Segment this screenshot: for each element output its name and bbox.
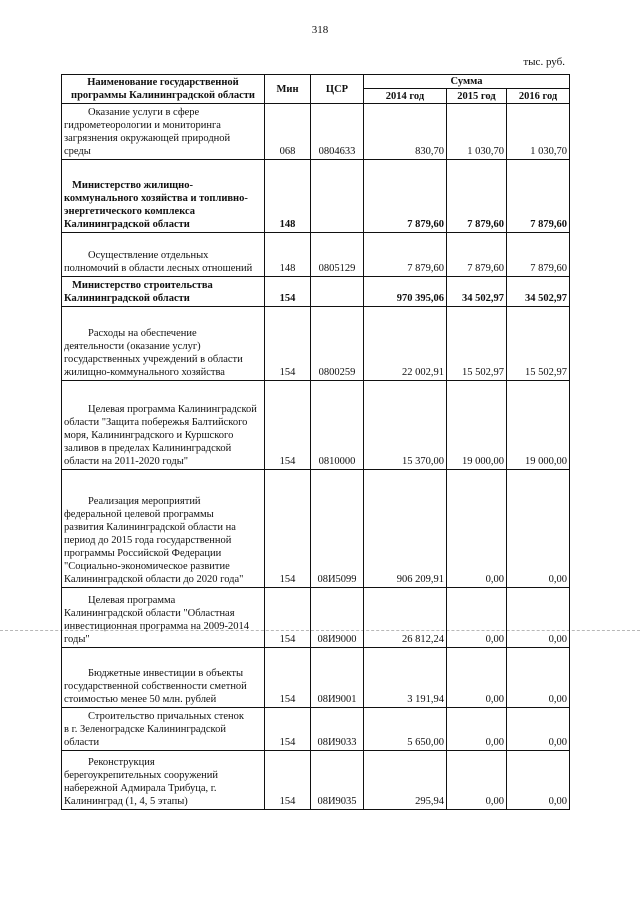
- row-csr: 0804633: [311, 104, 364, 160]
- row-value-2016: 1 030,70: [507, 104, 570, 160]
- table-row: [62, 708, 570, 751]
- row-value-2014: 906 209,91: [364, 470, 447, 588]
- row-min: 154: [265, 381, 311, 470]
- table-body: [62, 104, 570, 810]
- table-row: [62, 648, 570, 708]
- row-name: [62, 307, 265, 381]
- row-value-2015: 0,00: [447, 708, 507, 751]
- row-value-2016: 7 879,60: [507, 160, 570, 233]
- header-year-2016: 2016 год: [507, 89, 570, 104]
- row-name-line: коммунального хозяйства и топливно-: [64, 193, 248, 204]
- table-row: [62, 381, 570, 470]
- row-value-2015: 0,00: [447, 751, 507, 810]
- row-name-line: энергетического комплекса: [64, 206, 196, 217]
- row-value-2015: 7 879,60: [447, 160, 507, 233]
- row-name-line: период до 2015 года государственной: [64, 535, 232, 546]
- row-value-2014: 3 191,94: [364, 648, 447, 708]
- row-name-line: федеральной целевой программы: [64, 509, 214, 520]
- row-name-line: Реконструкция: [88, 757, 155, 768]
- row-name-line: жилищно-коммунального хозяйства: [64, 367, 225, 378]
- row-name-line: в г. Зеленоградске Калининградской: [64, 724, 226, 735]
- row-value-2014: 970 395,06: [364, 277, 447, 307]
- row-name-line: Калининград (1, 4, 5 этапы): [64, 796, 188, 807]
- row-name-line: инвестиционная программа на 2009-2014: [64, 621, 250, 632]
- row-min: 154: [265, 277, 311, 307]
- row-min: 154: [265, 307, 311, 381]
- row-name: [62, 588, 265, 648]
- row-value-2016: 15 502,97: [507, 307, 570, 381]
- row-name: [62, 277, 265, 307]
- row-name-line: области "Защита побережья Балтийского: [64, 417, 248, 428]
- header-name: Наименование государственной программы Калининградской области: [62, 75, 265, 104]
- row-min: 154: [265, 648, 311, 708]
- row-name-line: Расходы на обеспечение: [88, 328, 197, 339]
- row-name: [62, 708, 265, 751]
- row-name-line: программы Российской Федерации: [64, 548, 222, 559]
- row-name-line: Оказание услуги в сфере: [88, 107, 200, 118]
- row-name: [62, 160, 265, 233]
- row-value-2014: 22 002,91: [364, 307, 447, 381]
- header-min: Мин: [265, 75, 311, 104]
- row-name-line: Министерство жилищно-: [72, 180, 193, 191]
- header-sum: Сумма: [364, 75, 570, 89]
- row-value-2015: 0,00: [447, 588, 507, 648]
- row-name-line: государственных учреждений в области: [64, 354, 243, 365]
- row-value-2016: 7 879,60: [507, 233, 570, 277]
- row-value-2015: 0,00: [447, 648, 507, 708]
- row-name-line: заливов в пределах Калининградской: [64, 443, 232, 454]
- row-name-line: области на 2011-2020 годы": [64, 456, 189, 467]
- row-csr: 0805129: [311, 233, 364, 277]
- header-csr: ЦСР: [311, 75, 364, 104]
- row-csr: [311, 277, 364, 307]
- row-value-2016: 34 502,97: [507, 277, 570, 307]
- row-value-2016: 19 000,00: [507, 381, 570, 470]
- row-value-2016: 0,00: [507, 588, 570, 648]
- table-row: [62, 307, 570, 381]
- row-min: 148: [265, 233, 311, 277]
- row-csr: 08И9000: [311, 588, 364, 648]
- row-value-2015: 19 000,00: [447, 381, 507, 470]
- row-name-line: моря, Калининградского и Куршского: [64, 430, 234, 441]
- row-value-2015: 34 502,97: [447, 277, 507, 307]
- row-name-line: полномочий в области лесных отношений: [64, 263, 253, 274]
- row-min: 148: [265, 160, 311, 233]
- row-value-2014: 15 370,00: [364, 381, 447, 470]
- row-value-2014: 26 812,24: [364, 588, 447, 648]
- row-name-line: Калининградской области "Областная: [64, 608, 235, 619]
- table-row: [62, 104, 570, 160]
- row-value-2014: 830,70: [364, 104, 447, 160]
- row-value-2016: 0,00: [507, 751, 570, 810]
- row-name: [62, 751, 265, 810]
- row-value-2015: 1 030,70: [447, 104, 507, 160]
- table-row: [62, 751, 570, 810]
- row-name-line: области: [64, 737, 100, 748]
- row-csr: 0810000: [311, 381, 364, 470]
- row-csr: 08И5099: [311, 470, 364, 588]
- row-name: [62, 104, 265, 160]
- row-name-line: годы": [64, 634, 90, 645]
- row-name: [62, 233, 265, 277]
- row-csr: [311, 160, 364, 233]
- row-min: 068: [265, 104, 311, 160]
- row-min: 154: [265, 470, 311, 588]
- row-name-line: загрязнения окружающей природной: [64, 133, 231, 144]
- budget-table: [61, 74, 570, 810]
- row-name-line: деятельности (оказание услуг): [64, 341, 201, 352]
- table-header: [62, 75, 570, 104]
- table-row: [62, 233, 570, 277]
- row-value-2016: 0,00: [507, 470, 570, 588]
- row-name-line: Реализация мероприятий: [88, 496, 201, 507]
- row-value-2014: 7 879,60: [364, 160, 447, 233]
- row-name-line: гидрометеорологии и мониторинга: [64, 120, 221, 131]
- row-name-line: Калининградской области: [64, 219, 190, 230]
- table-row: [62, 160, 570, 233]
- row-min: 154: [265, 751, 311, 810]
- header-year-2015: 2015 год: [447, 89, 507, 104]
- row-name-line: берегоукрепительных сооружений: [64, 770, 219, 781]
- row-name: [62, 381, 265, 470]
- row-name-line: Целевая программа: [88, 595, 176, 606]
- row-name-line: Целевая программа Калининградской: [88, 404, 257, 415]
- row-name-line: Осуществление отдельных: [88, 250, 209, 261]
- row-name-line: государственной собственности сметной: [64, 681, 247, 692]
- row-csr: 08И9033: [311, 708, 364, 751]
- row-name: [62, 648, 265, 708]
- row-value-2015: 0,00: [447, 470, 507, 588]
- row-value-2014: 295,94: [364, 751, 447, 810]
- row-min: 154: [265, 708, 311, 751]
- row-name-line: среды: [64, 146, 91, 157]
- row-value-2014: 7 879,60: [364, 233, 447, 277]
- row-csr: 0800259: [311, 307, 364, 381]
- row-name-line: Министерство строительства: [72, 280, 213, 291]
- row-value-2016: 0,00: [507, 708, 570, 751]
- row-value-2016: 0,00: [507, 648, 570, 708]
- row-name-line: "Социально-экономическое развитие: [64, 561, 230, 572]
- row-value-2015: 15 502,97: [447, 307, 507, 381]
- row-name-line: Бюджетные инвестиции в объекты: [88, 668, 244, 679]
- table-row: [62, 277, 570, 307]
- units-label: тыс. руб.: [523, 56, 565, 68]
- row-csr: 08И9001: [311, 648, 364, 708]
- header-year-2014: 2014 год: [364, 89, 447, 104]
- row-name-line: Калининградской области: [64, 293, 190, 304]
- page-number: 318: [311, 24, 329, 36]
- row-name-line: развития Калининградской области на: [64, 522, 236, 533]
- row-name-line: набережной Адмирала Трибуца, г.: [64, 783, 217, 794]
- row-value-2014: 5 650,00: [364, 708, 447, 751]
- row-name-line: Строительство причальных стенок: [88, 711, 244, 722]
- row-name-line: Калининградской области до 2020 года": [64, 574, 244, 585]
- row-csr: 08И9035: [311, 751, 364, 810]
- row-value-2015: 7 879,60: [447, 233, 507, 277]
- row-name-line: стоимостью менее 50 млн. рублей: [64, 694, 217, 705]
- row-name: [62, 470, 265, 588]
- table-row: [62, 470, 570, 588]
- table-row: [62, 588, 570, 648]
- row-min: 154: [265, 588, 311, 648]
